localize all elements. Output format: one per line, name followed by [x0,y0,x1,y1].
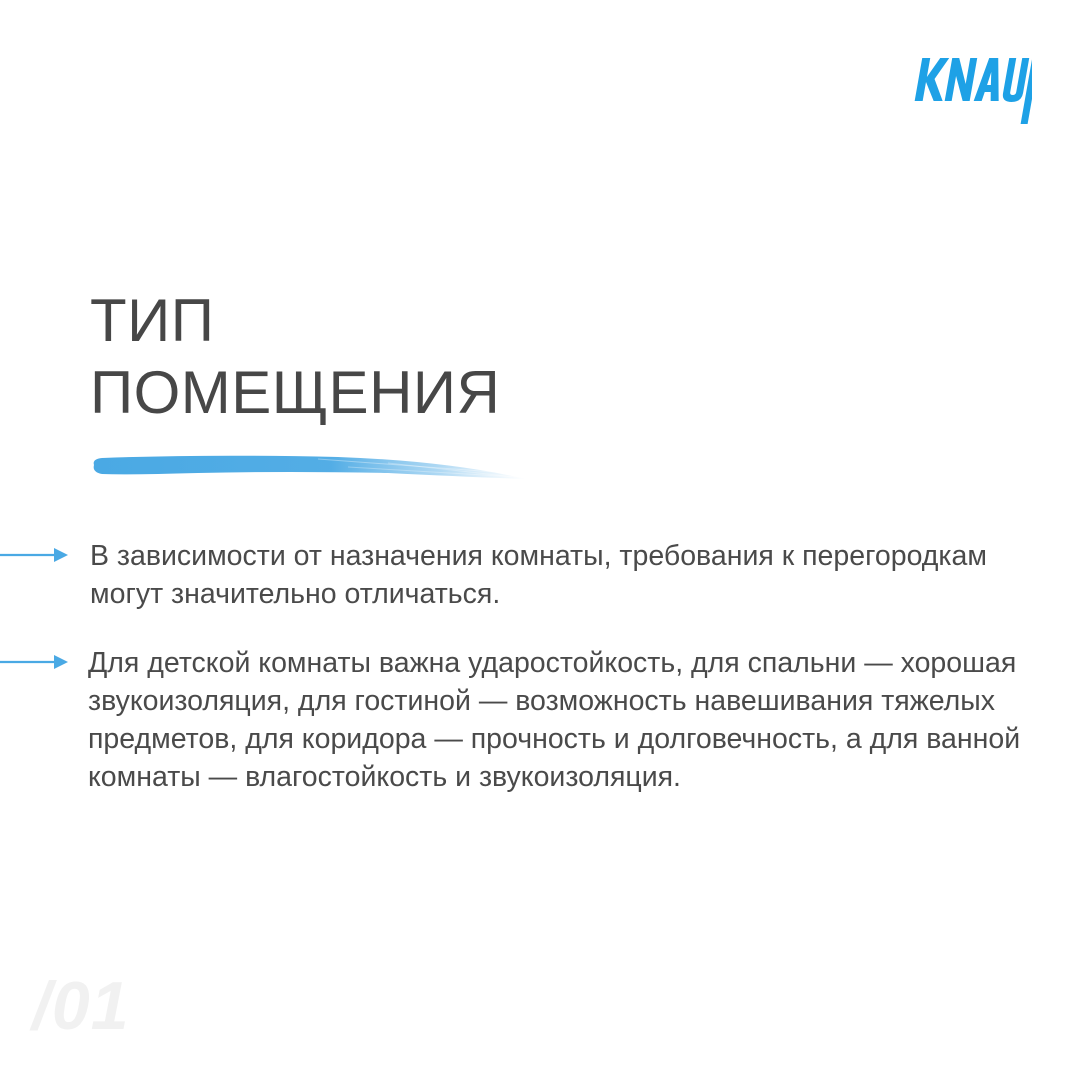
knauf-logo [910,48,1032,126]
title-line-1: ТИП [90,287,215,354]
brush-stroke-decoration [88,447,528,487]
arrow-right-icon [0,546,70,564]
page-number: /01 [32,968,130,1044]
list-item-text: Для детской комнаты важна ударостойкость, для спальни — хорошая звукоизоляция, для гостиной — возможность навешивания тяжелых предметов, для коридора — прочность и долговечность, а для ванной комнаты — влагостойкость и звукоизоляция. [88,647,1021,793]
page-title [90,285,500,429]
arrow-right-icon [0,653,70,671]
list-item-text: В зависимости от назначения комнаты, требования к перегородкам могут значительно отличаться. [90,540,987,610]
title-line-2: ПОМЕЩЕНИЯ [90,359,501,426]
